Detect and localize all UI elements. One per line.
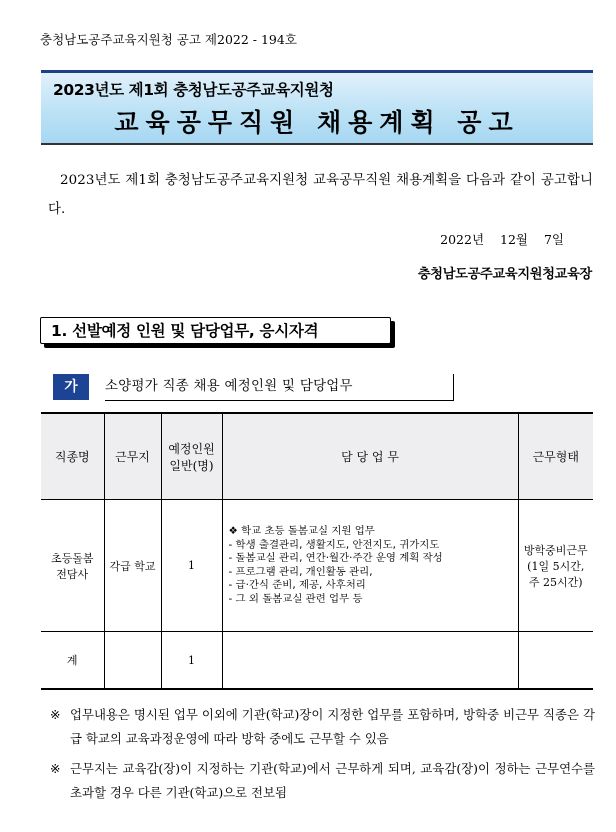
cell-work-type [518, 500, 593, 632]
job-line1: 초등돌봄 [50, 551, 94, 565]
header-location: 근무지 [104, 413, 161, 500]
banner-subtitle: 2023년도 제1회 충청남도공주교육지원청 [53, 81, 334, 99]
header-count-line1: 예정인원 [168, 441, 215, 456]
header-duties: 담 당 업 무 [222, 413, 518, 500]
header-work-type: 근무형태 [518, 413, 593, 500]
duty-item: - 학생 출결관리, 생활지도, 안전지도, 귀가지도 [228, 538, 440, 551]
table-total-row [41, 632, 593, 690]
header-job: 직종명 [41, 413, 104, 500]
duty-item: - 그 외 돌봄교실 관련 업무 등 [228, 592, 363, 605]
subsection-heading [53, 374, 453, 400]
recruitment-table [41, 412, 593, 690]
work-type-line2: (1일 5시간, [527, 559, 585, 573]
duty-item: - 프로그램 관리, 개인활동 관리, [228, 565, 373, 578]
cell-job [41, 500, 104, 632]
header-count-line2: 일반(명) [169, 458, 214, 473]
banner-title: 교육공무직원 채용계획 공고 [114, 108, 520, 137]
subsection-marker: 가 [53, 374, 89, 400]
header-count [161, 413, 222, 500]
cell-location: 각급 학교 [104, 500, 161, 632]
notes [50, 703, 595, 811]
announcement-date: 2022년 12월 7일 [440, 232, 564, 247]
table-row [41, 500, 593, 632]
total-label: 계 [41, 632, 104, 690]
note-mark: ※ [50, 761, 61, 776]
total-work-type-empty [518, 632, 593, 690]
total-location-empty [104, 632, 161, 690]
duty-item: - 급·간식 준비, 제공, 사후처리 [228, 579, 366, 591]
total-duties-empty [222, 632, 518, 690]
work-type-line1: 방학중비근무 [523, 543, 588, 557]
title-banner [41, 70, 593, 145]
issuer-name: 충청남도공주교육지원청교육장 [417, 267, 592, 282]
note-item [50, 703, 595, 751]
note-text: 근무지는 교육감(장)이 지정하는 기관(학교)에서 근무하게 되며, 교육감(장)이 정하는 근무연수를 초과할 경우 다른 기관(학교)으로 전보됨 [70, 761, 595, 800]
duty-item: ❖ 학교 초등 돌봄교실 지원 업무 [228, 525, 375, 537]
subsection-title: 소양평가 직종 채용 예정인원 및 담당업무 [105, 374, 454, 401]
note-mark: ※ [50, 707, 61, 722]
intro-paragraph: 2023년도 제1회 충청남도공주교육지원청 교육공무직원 채용계획을 다음과 같이 공고합니다. [48, 173, 593, 217]
duty-item: - 돌봄교실 관리, 연간·월간·주간 운영 계획 작성 [228, 552, 443, 564]
table-header-row [41, 413, 593, 500]
total-count: 1 [161, 632, 222, 690]
note-text: 업무내용은 명시된 업무 이외에 기관(학교)장이 지정한 업무를 포함하며, 방학중 비근무 직종은 각급 학교의 교육과정운영에 따라 방학 중에도 근무할 수 있음 [70, 707, 595, 746]
notice-reference-number: 충청남도공주교육지원청 공고 제2022 - 194호 [40, 32, 297, 47]
cell-count: 1 [161, 500, 222, 632]
work-type-line3: 주 25시간) [528, 575, 583, 589]
banner-top-rule [41, 70, 593, 73]
note-item [50, 757, 595, 805]
cell-duties [222, 500, 518, 632]
section-1-heading: 1. 선발예정 인원 및 담당업무, 응시자격 [40, 317, 391, 344]
job-line2: 전담사 [56, 567, 89, 581]
